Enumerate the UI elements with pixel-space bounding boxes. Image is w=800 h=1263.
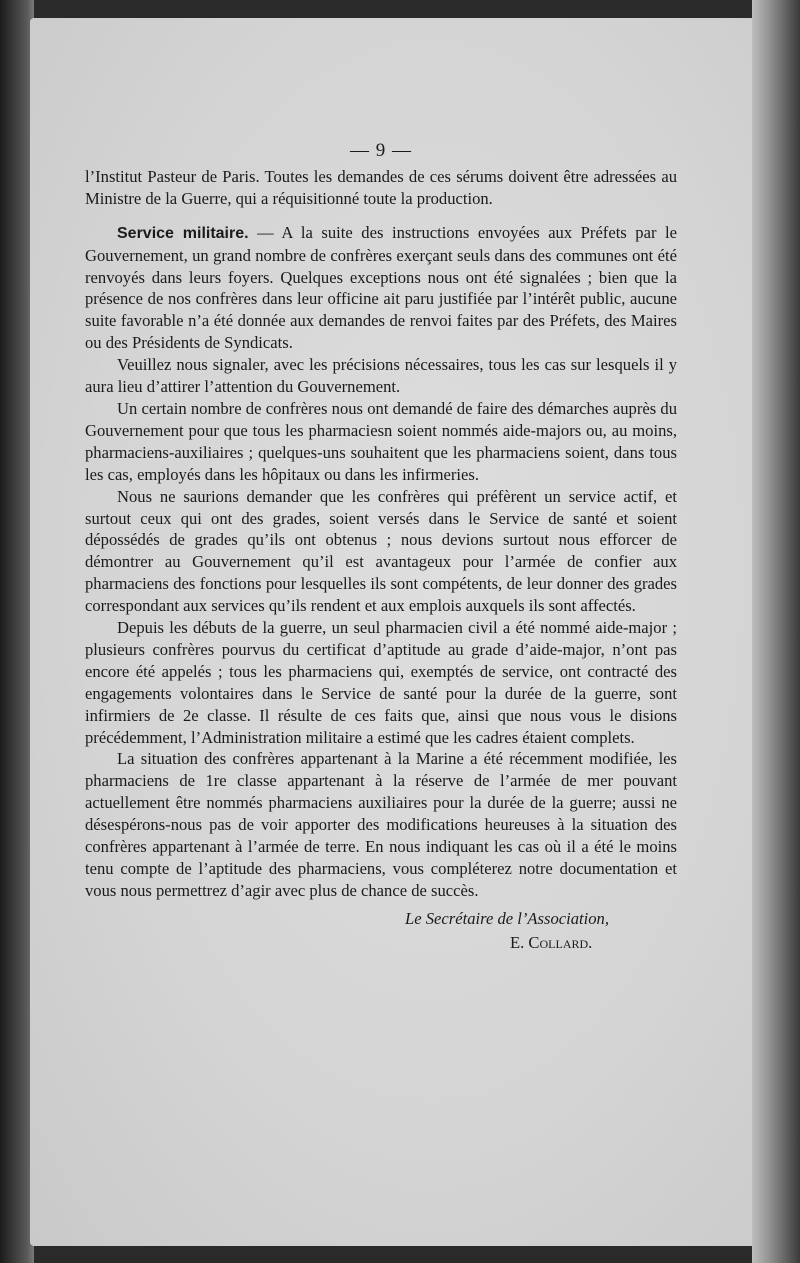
paragraph-signal: Veuillez nous signaler, avec les précisions nécessaires, tous les cas sur lesquels il y aura lieu d’attirer l’attention du Gouvernement.: [85, 355, 677, 397]
page-body: [85, 140, 677, 954]
signature-name: E. Collard.: [510, 932, 593, 952]
paragraph-demarches: Un certain nombre de confrères nous ont demandé de faire des démarches auprès du Gouvernement pour que tous les pharmaciesn soient nommés aide-majors ou, au moins, pharmaciens-auxiliaires ; quelques-uns souhaitent que les pharmaciens soient, dans tous les cas, employés dans les hôpitaux ou dans les infirmeries.: [85, 398, 677, 484]
section-paragraph: [85, 222, 677, 354]
right-page-edge: [752, 0, 800, 1263]
section-title: Service militaire.: [117, 224, 249, 242]
paragraph-service-actif: Nous ne saurions demander que les confrères qui préfèrent un service actif, et surtout ceux qui ont des grades, soient versés dans le Service de santé et soient dépossédés de grades qu’ils ont obtenus ; nous devions surtout nous efforcer de démontrer au Gouvernement qu’il est avantageux pour l’armée de confier aux pharmaciens des fonctions pour lesquelles ils sont compétents, de leur donner des grades correspondant aux services qu’ils rendent et aux emplois auxquels ils sont affectés.: [85, 486, 677, 616]
paragraph-debuts-guerre: Depuis les débuts de la guerre, un seul pharmacien civil a été nommé aide-major ; plusieurs confrères pourvus du certificat d’aptitude au grade d’aide-major, n’ont pas encore été appelés ; tous les pharmaciens qui, exemptés de service, ont contracté des engagements volontaires dans le Service de santé pour la durée de la guerre, sont infirmiers de 2e classe. Il résulte de ces faits que, ainsi que nous vous le disions précédemment, l’Administration militaire a estimé que les cadres étaient complets.: [85, 618, 677, 747]
signature-title: Le Secrétaire de l’Association,: [405, 908, 609, 928]
intro-paragraph: l’Institut Pasteur de Paris. Toutes les demandes de ces sérums doivent être adressées au Ministre de la Guerre, qui a réquisitionné toute la production.: [85, 166, 677, 208]
page-number: — 9 —: [350, 140, 412, 161]
section-intro-text: — A la suite des instructions envoyées aux Préfets par le Gouvernement, un grand nombre de confrères exerçant seuls dans des communes ont été renvoyés dans leurs foyers. Quelques exceptions nous ont été signalées ; bien que la présence de nos confrères dans leur officine ait paru justifiée par l’intérêt public, aucune suite favorable n’a été donnée aux demandes de renvoi faites par des Préfets, des Maires ou des Présidents de Syndicats.: [85, 222, 677, 353]
left-page-edge: [0, 0, 34, 1263]
paragraph-marine: La situation des confrères appartenant à la Marine a été récemment modifiée, les pharmaciens de 1re classe appartenant à la réserve de l’armée de mer pouvant actuellement être nommés pharmaciens auxiliaires pour la durée de la guerre; aussi ne désespérons-nous pas de voir apporter des modifications heureuses à la situation des confrères appartenant à l’armée de terre. En nous indiquant les cas où il a été le moins tenu compte de l’aptitude des pharmaciens, vous compléterez notre documentation et vous nous permettrez d’agir avec plus de chance de succès.: [85, 749, 677, 900]
